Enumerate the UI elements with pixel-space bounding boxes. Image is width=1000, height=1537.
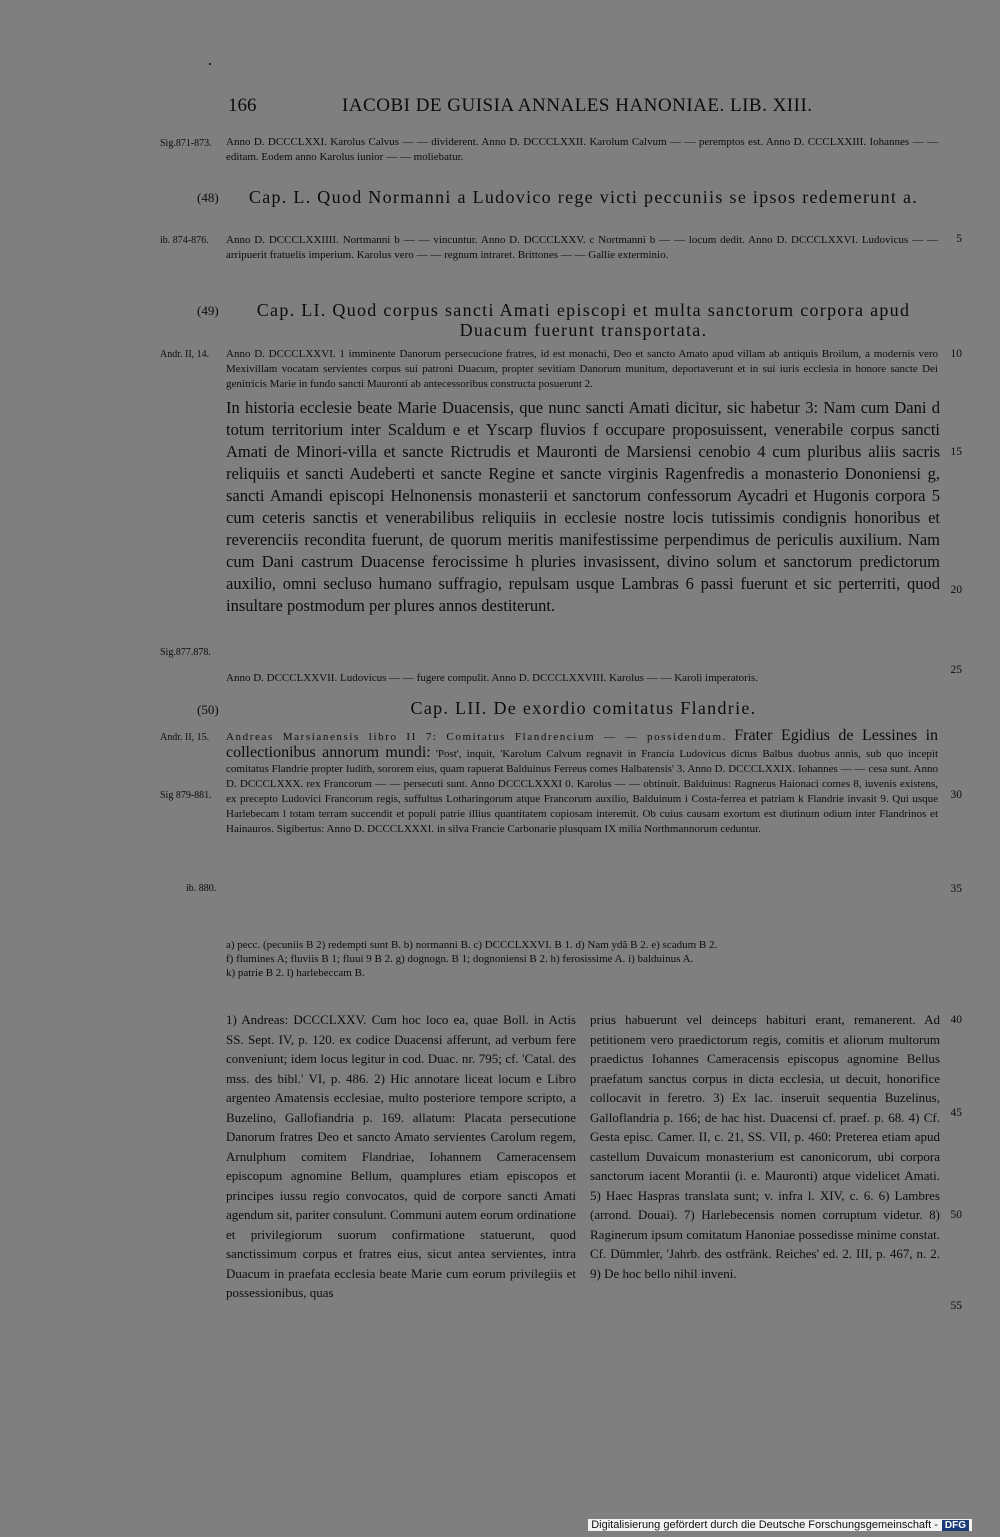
line-number: 10 (950, 348, 962, 360)
text-block-3-main: In historia ecclesie beate Marie Duacensis, que nunc sancti Amati dicitur, sic habetur 3: Nam cum Dani d totum territorium inter Scaldum e et Yscarp fluvios f occupare proposuissent, venerabile corpus sancti Amati de Minori-villa et sancte Rictrudis et Mauronti de Marsiensi cenobio 4 cum pluribus aliis sacris reliquiis et sancti Audeberti et sancte Regine et sancte virginis Ragenfredis a monasterio Dononiensi g, sancti Amandi episcopi Helnonensis monasterii et sanctorum confessorum Aycadri et Hugonis corpora 5 cum ceteris sanctis et venerabilibus reliquiis in ecclesie nostre locis tutissimis condignis honoribus et reverenciis recondita fuerunt, de quorum meritis manifestissime perpendimus de periculis auxilium. Nam cum Dani castrum Duacense ferocissime h pluries invasissent, divino solum et sanctorum predictorum auxilio, omni secluso humano suffragio, repulsam usque Lambras 6 passi fuerunt et sic perterriti, quod insultare postmodum per plures annos destiterunt. (226, 398, 940, 615)
continuation: Balduinus: Ragnerus Haionaci comes 8, iuvenis existens, ex precepto Ludovici Francorum regis, suffultus Lotharingorum atque Francorum auxilio, Balduinum i Costa-ferrea et patriam k Flandrie invasit 9. Qui usque Harlebecam l totam terram succendit et populi patrie illius quantitatem copiosam interemit. Ob cuius causam exortum est diutinum odium inter Flandrinos et Hainauros. Sigibertus: Anno D. DCCCLXXXI. in silva Francie Carbonarie plusquam IX milia Northmannorum ceduntur. (226, 778, 939, 835)
margin-note: Sig.871-873. (160, 138, 212, 149)
line-number: 30 (950, 789, 962, 801)
footnotes-right: prius habuerunt vel deinceps habituri erant, remanerent. Ad petitionem vero praedictorum regis, comitis et aliorum multorum praedictus Iohannes Cameracensis episcopus agnomine Bellus praefatum sanctus corpus in dicta ecclesia, ut decuit, honorifice collocavit in feretro. 3) Ex lac. inseruit sequentia Buzelinus, Galloflandria p. 166; de hac hist. Duacensi cf. praef. p. 68. 4) Cf. Gesta episc. Camer. II, c. 21, SS. VII, p. 460: Preterea etiam apud castellum Duvaicum monasterium est canonicorum, ubi corpora sanctorum iacent Morantii (i. e. Mauronti) atque videlicet Amati. 5) Haec Haspras translata sunt; v. infra l. XIV, c. 6. 6) Lambres (arrond. Douai). 7) Harlebecensis nomen corruptum videtur. 8) Raginerum ipsum comitatum Hanoniae possedisse minime constat. Cf. Dümmler, 'Jahrb. des ostfränk. Reiches' ed. 2. III, p. 467, n. 2. 9) De hoc bello nihil inveni. (590, 1012, 940, 1281)
running-title: IACOBI DE GUISIA ANNALES HANONIAE. LIB. XIII. (342, 95, 813, 116)
variant-line: a) pecc. (pecuniis B 2) redempti sunt B. b) normanni B. c) DCCCLXXVI. B 1. d) Nam ydã B 2. e) scadum B 2. (226, 939, 718, 951)
quotation: 'Post', inquit, 'Karolum Calvum regnavit in Francia Ludovicus dictus Balbus duobus annis, sub quo incepit comitatus Flandrie propter Iudith, sororem eius, quam rapuerat Balduinus Ferreus comes Halbatensis' 3. Anno D. DCCCLXXIX. Iohannes — — cesa sunt. Anno D. DCCCLXXX. rex Francorum — — persecuti sunt. Anno DCCCLXXXI 0. Karolus — — obtinuit. (226, 748, 939, 790)
page-number: 166 (228, 95, 257, 116)
line-number: 5 (956, 233, 962, 245)
chapter-number: (49) (197, 303, 219, 318)
margin-note: Sig.877.878. (160, 647, 211, 658)
line-number: 45 (950, 1107, 962, 1119)
variant-line: f) flumines A; fluviis B 1; fluui 9 B 2. g) dognogn. B 1; dognoniensi B 2. h) ferosissime A. i) balduinus A. (226, 953, 694, 965)
text-block-3: Anno D. DCCCLXXVI. 1 imminente Danorum persecucione fratres, id est monachi, Deo et sancto Amato apud villam ab antiquis Broilum, a modernis vero Mexivillam vocatam servientes corpus sui patroni Duacum, propter sevitiam Danorum munitum, deportaverunt et in sui iuris ecclesia in honore sancte Dei genitricis Marie in fundo sancti Mauronti ab antecessoribus constructa posuerunt 2. (226, 348, 938, 390)
chapter-number: (50) (197, 702, 219, 717)
text-block-3-tail: Anno D. DCCCLXXVII. Ludovicus — — fugere compulit. Anno D. DCCCLXXVIII. Karolus — — Karoli imperatoris. (226, 672, 758, 684)
chapter-heading: Cap. LI. Quod corpus sancti Amati episcopi et multa sanctorum corpora apud Duacum fuerunt transportata. (256, 300, 911, 340)
line-number: 25 (950, 664, 962, 676)
margin-note: ib. 874-876. (160, 235, 209, 246)
line-number: 35 (950, 883, 962, 895)
text-block-1: Anno D. DCCCLXXI. Karolus Calvus — — dividerent. Anno D. DCCCLXXII. Karolum Calvum — — peremptos est. Anno D. CCCLXXIII. Iohannes — — editam. Eodem anno Karolus iunior — — moliebatur. (226, 136, 938, 163)
chapter-heading: Cap. L. Quod Normanni a Ludovico rege victi peccuniis se ipsos redemerunt a. (248, 187, 919, 207)
margin-note: Andr. II, 15. (160, 732, 210, 743)
chapter-number: (48) (197, 190, 219, 205)
text-block-4 (226, 728, 938, 837)
scan-speck (209, 63, 211, 65)
line-number: 50 (950, 1209, 962, 1221)
chapter-heading: Cap. LII. De exordio comitatus Flandrie. (410, 698, 757, 718)
line-number: 40 (950, 1014, 962, 1026)
line-number: 15 (950, 446, 962, 458)
source-citation-main: Frater Egidius de Lessines in collectionibus annorum mundi: (226, 727, 939, 761)
dfg-logo-icon: DFG (942, 1520, 969, 1531)
margin-note: ib. 880. (186, 883, 217, 894)
margin-note: Andr. II, 14. (160, 349, 210, 360)
line-number: 20 (950, 584, 962, 596)
variant-notes (226, 938, 940, 980)
footer-text: Digitalisierung gefördert durch die Deutsche Forschungsgemeinschaft - (591, 1519, 938, 1531)
margin-note: Sig 879-881. (160, 790, 212, 801)
line-number: 55 (950, 1300, 962, 1312)
variant-line: k) patrie B 2. l) harlebeccam B. (226, 967, 365, 979)
digitization-footer (588, 1519, 972, 1531)
footnotes-left: 1) Andreas: DCCCLXXV. Cum hoc loco ea, quae Boll. in Actis SS. Sept. IV, p. 120. ex codice Duacensi afferunt, ad verbum fere conveniunt; idem locus legitur in cod. Duac. nr. 795; cf. 'Catal. des mss. des bibl.' VI, p. 486. 2) Hic annotare liceat locum e Libro argenteo Amatensis ecclesiae, multo posteriore tempore scripto, a Buzelino, Gallofiandria p. 169. allatum: Placata persecutione Danorum fratres Deo et sancto Amato servientes Carolum regem, Arnulphum comitem Flandriae, Iohannem Cameracensem episcopum agnomine Bellum, quamplures etiam episcopos et principes iussu regio convocatos, quid de corpore sancti Amati agendum sit, pariter consulunt. Communi autem eorum ordinatione et privilegiorum suorum confirmatione statuerunt, quod sanctissimum corpus et fratres eius, sicut antea servientes, intra Duacum in praefata ecclesia beate Marie cum eorum privilegiis et possessionibus, quas (226, 1012, 576, 1300)
text-block-2: Anno D. DCCCLXXIIII. Nortmanni b — — vincuntur. Anno D. DCCCLXXV. c Nortmanni b — — locum dedit. Anno D. DCCCLXXVI. Ludovicus — — arripuerit fratuelis imperium. Karolus vero — — regnum intraret. Brittones — — Gallie exterminio. (226, 234, 938, 261)
source-citation: Andreas Marsianensis libro II 7: Comitatus Flandrencium — — possidendum. (226, 731, 727, 743)
